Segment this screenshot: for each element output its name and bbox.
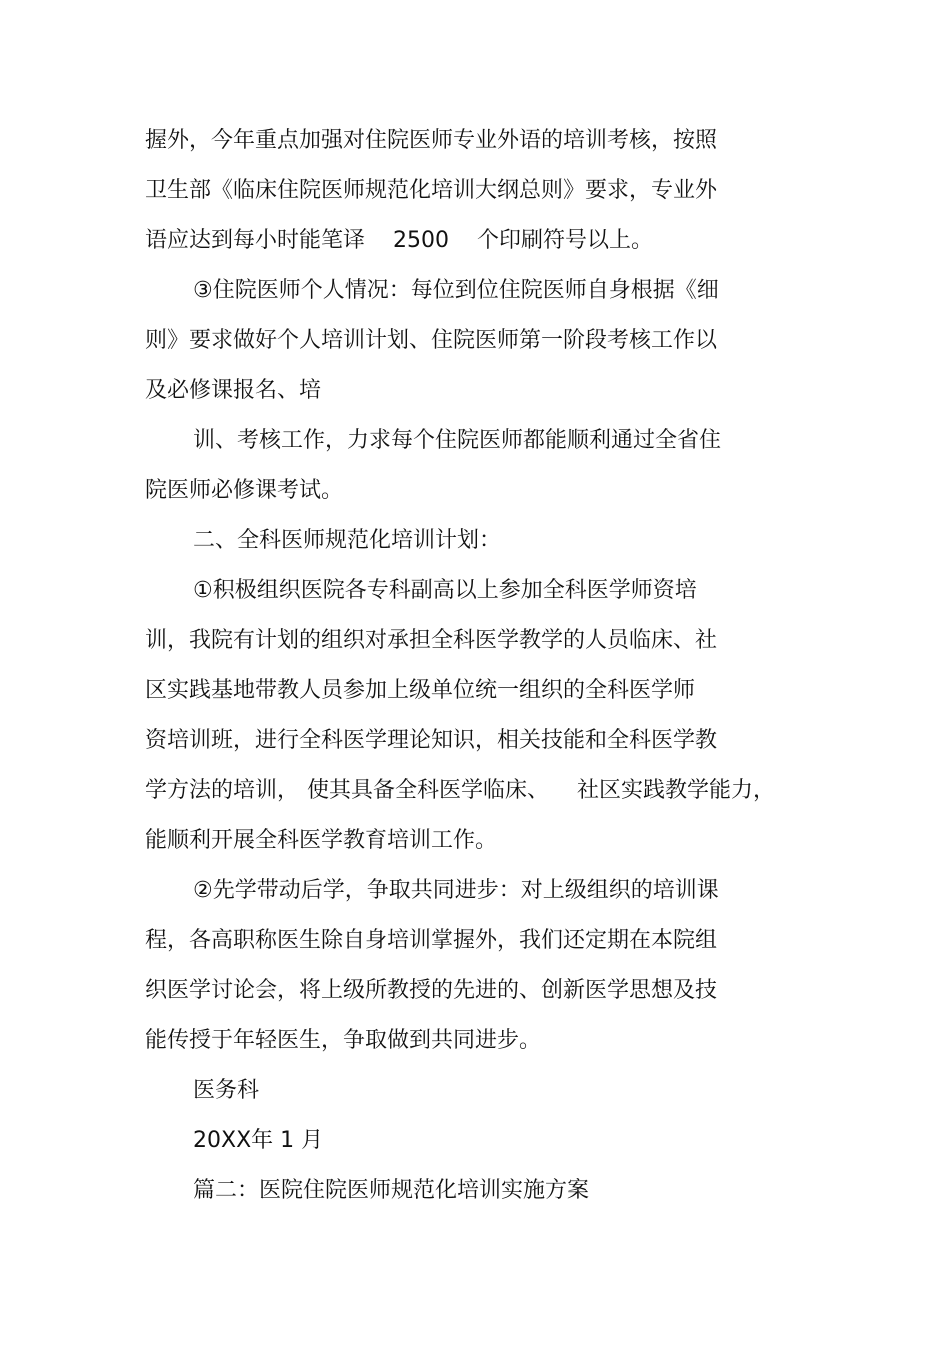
text-span: ③住院医师个人情况：每位到位住院医师自身根据《细: [193, 278, 719, 303]
text-span: 使其具备全科医学临床、: [307, 778, 550, 803]
paragraph-line: [193, 424, 721, 458]
text-span: 个印刷符号以上。: [477, 228, 654, 253]
text-span: 社区实践教学能力，: [577, 778, 776, 803]
text-span: 训，我院有计划的组织对承担全科医学教学的人员临床、社: [145, 628, 718, 653]
text-line: [145, 1024, 541, 1058]
text-span: 篇二：医院住院医师规范化培训实施方案: [193, 1178, 590, 1203]
text-line: [145, 974, 717, 1008]
paragraph-line: [193, 874, 719, 908]
text-line: [145, 174, 717, 208]
text-line: [145, 724, 717, 758]
text-line: [145, 324, 717, 358]
text-line: [145, 774, 775, 808]
text-line: [145, 824, 497, 858]
number-span: 2500: [393, 228, 450, 253]
text-line: [145, 474, 343, 508]
text-span: 握外，今年重点加强对住院医师专业外语的培训考核，按照: [145, 128, 718, 153]
signature-date: [193, 1124, 323, 1158]
paragraph-line: [193, 574, 697, 608]
text-line: [145, 924, 717, 958]
text-span: 卫生部《临床住院医师规范化培训大纲总则》要求，专业外: [145, 178, 718, 203]
text-span: 则》要求做好个人培训计划、住院医师第一阶段考核工作以: [145, 328, 718, 353]
text-line: [145, 374, 321, 408]
text-line: [145, 674, 695, 708]
text-span: 织医学讨论会，将上级所教授的先进的、创新医学思想及技: [145, 978, 718, 1003]
text-span: 语应达到每小时能笔译: [145, 228, 366, 253]
next-section-title: [193, 1174, 589, 1208]
text-span: ①积极组织医院各专科副高以上参加全科医学师资培: [193, 578, 697, 603]
text-span: 能传授于年轻医生，争取做到共同进步。: [145, 1028, 542, 1053]
text-span: 训、考核工作，力求每个住院医师都能顺利通过全省住: [193, 428, 722, 453]
text-span: 能顺利开展全科医学教育培训工作。: [145, 828, 498, 853]
text-span: ②先学带动后学，争取共同进步：对上级组织的培训课: [193, 878, 719, 903]
text-line: [145, 624, 717, 658]
paragraph-line: [193, 274, 719, 308]
text-span: 院医师必修课考试。: [145, 478, 344, 503]
text-span: 程，各高职称医生除自身培训掌握外，我们还定期在本院组: [145, 928, 718, 953]
text-span: 及必修课报名、培: [145, 378, 322, 403]
text-span: 学方法的培训，: [145, 778, 300, 803]
text-span: 20XX年 1 月: [193, 1128, 324, 1153]
text-span: 二、全科医师规范化培训计划：: [193, 528, 502, 553]
text-span: 资培训班，进行全科医学理论知识，相关技能和全科医学教: [145, 728, 718, 753]
section-heading: [193, 524, 501, 558]
text-line: [145, 124, 717, 158]
text-span: 区实践基地带教人员参加上级单位统一组织的全科医学师: [145, 678, 696, 703]
signature-department: [193, 1074, 259, 1108]
text-line: [145, 224, 653, 258]
text-span: 医务科: [193, 1078, 260, 1103]
